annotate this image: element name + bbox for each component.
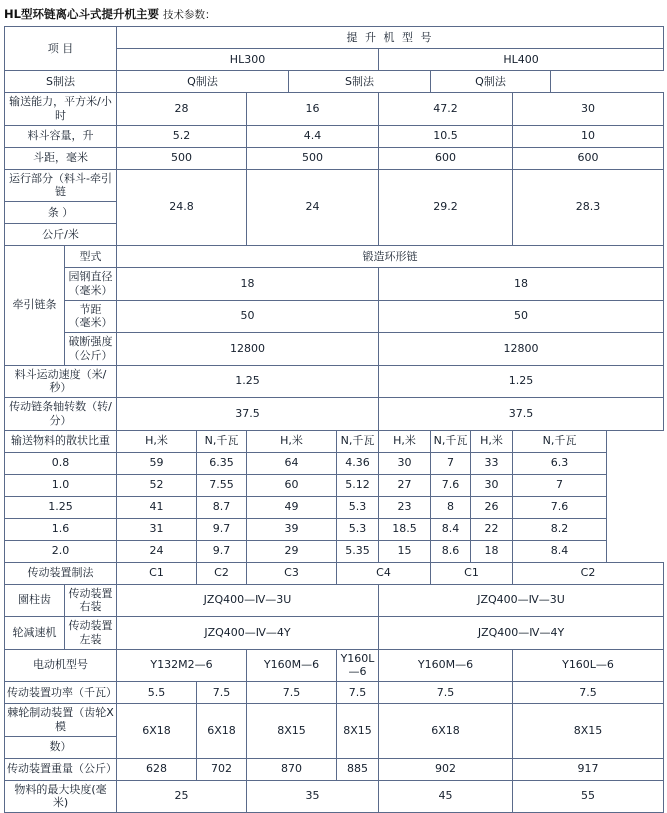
cell-drive-weight-4: 885 bbox=[337, 758, 379, 780]
table-row-density-1-0 bbox=[5, 474, 664, 496]
cell-running-part-q2: 28.3 bbox=[513, 169, 664, 246]
cell-drive-power-5: 7.5 bbox=[379, 682, 513, 704]
cell-chain-pitch-hl300: 50 bbox=[117, 300, 379, 333]
table-row-density-2-0 bbox=[5, 540, 664, 562]
row-label-drive-method: 传动装置制法 bbox=[5, 562, 117, 584]
cell-ratchet-1: 6X18 bbox=[117, 704, 197, 759]
section-label-chain: 牵引链条 bbox=[5, 246, 65, 366]
cell-d10-c6: 7.6 bbox=[431, 474, 471, 496]
cell-d08-c5: 30 bbox=[379, 452, 431, 474]
cell-d10-c3: 60 bbox=[247, 474, 337, 496]
cell-capacity-q1: 16 bbox=[247, 93, 379, 126]
cell-drive-power-6: 7.5 bbox=[513, 682, 664, 704]
row-label-capacity: 输送能力，平方米/小时 bbox=[5, 93, 117, 126]
table-row-chain-diameter bbox=[5, 268, 664, 301]
row-label-density-1-25: 1.25 bbox=[5, 496, 117, 518]
cell-d16-c4: 5.3 bbox=[337, 518, 379, 540]
cell-motor-model-1: Y132M2—6 bbox=[117, 649, 247, 682]
cell-bucket-speed-hl400: 1.25 bbox=[379, 365, 664, 398]
cell-d10-c4: 5.12 bbox=[337, 474, 379, 496]
row-label-drive-power: 传动装置功率（千瓦） bbox=[5, 682, 117, 704]
cell-bucket-pitch-q2: 600 bbox=[513, 147, 664, 169]
header-method-s2: S制法 bbox=[289, 71, 431, 93]
cell-d125-c4: 5.3 bbox=[337, 496, 379, 518]
cell-d20-c6: 8.6 bbox=[431, 540, 471, 562]
cell-drive-method-c6: C2 bbox=[513, 562, 664, 584]
row-label-running-part-line3: 公斤/米 bbox=[5, 224, 117, 246]
cell-d08-c4: 4.36 bbox=[337, 452, 379, 474]
cell-d20-c7: 18 bbox=[471, 540, 513, 562]
cell-capacity-q2: 30 bbox=[513, 93, 664, 126]
header-method-s1: S制法 bbox=[5, 71, 117, 93]
header-density-col-6: N,千瓦 bbox=[431, 430, 471, 452]
cell-d16-c3: 39 bbox=[247, 518, 337, 540]
row-label-drive-weight: 传动装置重量（公斤） bbox=[5, 758, 117, 780]
row-label-reducer-left: 传动装置左装 bbox=[65, 617, 117, 650]
row-label-chain-strength: 破断强度（公斤） bbox=[65, 333, 117, 366]
row-label-ratchet-line1: 棘轮制动装置（齿轮X模 bbox=[5, 704, 117, 737]
header-model-group: 提 升 机 型 号 bbox=[117, 27, 664, 49]
cell-capacity-s1: 28 bbox=[117, 93, 247, 126]
cell-d10-c1: 52 bbox=[117, 474, 197, 496]
cell-drive-method-c4: C4 bbox=[337, 562, 431, 584]
cell-d125-c7: 26 bbox=[471, 496, 513, 518]
cell-d125-c8: 7.6 bbox=[513, 496, 607, 518]
cell-drive-method-c5: C1 bbox=[431, 562, 513, 584]
cell-d16-c1: 31 bbox=[117, 518, 197, 540]
page-title-sub: 技术参数： bbox=[162, 9, 216, 21]
page-title bbox=[0, 0, 667, 26]
cell-d08-c8: 6.3 bbox=[513, 452, 607, 474]
table-row-drive-weight bbox=[5, 758, 664, 780]
table-row-bucket-volume bbox=[5, 125, 664, 147]
row-label-density-2-0: 2.0 bbox=[5, 540, 117, 562]
cell-bucket-speed-hl300: 1.25 bbox=[117, 365, 379, 398]
cell-d20-c2: 9.7 bbox=[197, 540, 247, 562]
row-label-bucket-pitch: 斗距，毫米 bbox=[5, 147, 117, 169]
cell-d08-c3: 64 bbox=[247, 452, 337, 474]
cell-running-part-s1: 24.8 bbox=[117, 169, 247, 246]
table-row-max-lump bbox=[5, 780, 664, 813]
header-density-col-8: N,千瓦 bbox=[513, 430, 607, 452]
cell-bucket-volume-s1: 5.2 bbox=[117, 125, 247, 147]
header-density-col-1: H,米 bbox=[117, 430, 197, 452]
header-model-hl300: HL300 bbox=[117, 49, 379, 71]
cell-drive-method-c2: C2 bbox=[197, 562, 247, 584]
table-row-chain-pitch bbox=[5, 300, 664, 333]
cell-chain-strength-hl400: 12800 bbox=[379, 333, 664, 366]
cell-shaft-speed-hl300: 37.5 bbox=[117, 398, 379, 431]
cell-ratchet-4: 8X15 bbox=[337, 704, 379, 759]
cell-d10-c8: 7 bbox=[513, 474, 607, 496]
cell-bucket-volume-q2: 10 bbox=[513, 125, 664, 147]
cell-drive-weight-3: 870 bbox=[247, 758, 337, 780]
cell-d08-c6: 7 bbox=[431, 452, 471, 474]
row-label-chain-type: 型式 bbox=[65, 246, 117, 268]
cell-ratchet-5: 6X18 bbox=[379, 704, 513, 759]
cell-reducer-right-hl300: JZQ400—Ⅳ—3U bbox=[117, 584, 379, 617]
table-row-header-model bbox=[5, 27, 664, 49]
cell-bucket-pitch-s2: 600 bbox=[379, 147, 513, 169]
table-row-drive-power bbox=[5, 682, 664, 704]
cell-d10-c7: 30 bbox=[471, 474, 513, 496]
table-row-bucket-speed bbox=[5, 365, 664, 398]
header-density-col-4: N,千瓦 bbox=[337, 430, 379, 452]
cell-drive-weight-6: 917 bbox=[513, 758, 664, 780]
cell-d08-c2: 6.35 bbox=[197, 452, 247, 474]
table-row-header-methods bbox=[5, 71, 664, 93]
header-model-hl400: HL400 bbox=[379, 49, 664, 71]
row-label-running-part-line1: 运行部分（料斗-牵引链 bbox=[5, 169, 117, 202]
table-row-density-0-8 bbox=[5, 452, 664, 474]
cell-bucket-pitch-q1: 500 bbox=[247, 147, 379, 169]
cell-bucket-pitch-s1: 500 bbox=[117, 147, 247, 169]
table-row-shaft-speed bbox=[5, 398, 664, 431]
cell-drive-method-c3: C3 bbox=[247, 562, 337, 584]
cell-d125-c1: 41 bbox=[117, 496, 197, 518]
cell-drive-method-c1: C1 bbox=[117, 562, 197, 584]
cell-d16-c2: 9.7 bbox=[197, 518, 247, 540]
cell-bucket-volume-q1: 4.4 bbox=[247, 125, 379, 147]
cell-chain-strength-hl300: 12800 bbox=[117, 333, 379, 366]
cell-d20-c8: 8.4 bbox=[513, 540, 607, 562]
cell-motor-model-2: Y160M—6 bbox=[247, 649, 337, 682]
table-row-reducer-right bbox=[5, 584, 664, 617]
section-label-reducer-line1: 園柱齿 bbox=[5, 584, 65, 617]
cell-reducer-left-hl400: JZQ400—Ⅳ—4Y bbox=[379, 617, 664, 650]
cell-max-lump-2: 35 bbox=[247, 780, 379, 813]
cell-max-lump-3: 45 bbox=[379, 780, 513, 813]
table-row-chain-strength bbox=[5, 333, 664, 366]
table-row-ratchet-1 bbox=[5, 704, 664, 737]
cell-drive-power-4: 7.5 bbox=[337, 682, 379, 704]
cell-running-part-s2: 29.2 bbox=[379, 169, 513, 246]
table-row-density-header bbox=[5, 430, 664, 452]
cell-bucket-volume-s2: 10.5 bbox=[379, 125, 513, 147]
table-row-reducer-left bbox=[5, 617, 664, 650]
table-row-running-part-1 bbox=[5, 169, 664, 202]
header-method-q2: Q制法 bbox=[431, 71, 551, 93]
cell-d125-c3: 49 bbox=[247, 496, 337, 518]
cell-drive-power-3: 7.5 bbox=[247, 682, 337, 704]
row-label-density-header: 输送物料的散状比重 bbox=[5, 430, 117, 452]
cell-drive-power-2: 7.5 bbox=[197, 682, 247, 704]
cell-reducer-left-hl300: JZQ400—Ⅳ—4Y bbox=[117, 617, 379, 650]
cell-drive-weight-1: 628 bbox=[117, 758, 197, 780]
cell-chain-diameter-hl400: 18 bbox=[379, 268, 664, 301]
cell-shaft-speed-hl400: 37.5 bbox=[379, 398, 664, 431]
cell-drive-power-1: 5.5 bbox=[117, 682, 197, 704]
cell-d20-c1: 24 bbox=[117, 540, 197, 562]
cell-d10-c2: 7.55 bbox=[197, 474, 247, 496]
row-label-density-1-6: 1.6 bbox=[5, 518, 117, 540]
row-label-density-1-0: 1.0 bbox=[5, 474, 117, 496]
row-label-chain-diameter: 园钢直径（毫米） bbox=[65, 268, 117, 301]
row-label-bucket-speed: 料斗运动速度（米/秒） bbox=[5, 365, 117, 398]
table-row-drive-method bbox=[5, 562, 664, 584]
cell-motor-model-3: Y160L—6 bbox=[337, 649, 379, 682]
page-title-main: HL型环链离心斗式提升机主要 bbox=[4, 7, 159, 21]
cell-d20-c4: 5.35 bbox=[337, 540, 379, 562]
cell-ratchet-6: 8X15 bbox=[513, 704, 664, 759]
cell-chain-diameter-hl300: 18 bbox=[117, 268, 379, 301]
cell-d125-c5: 23 bbox=[379, 496, 431, 518]
table-row-motor-model bbox=[5, 649, 664, 682]
spec-table bbox=[4, 26, 664, 813]
header-density-col-3: H,米 bbox=[247, 430, 337, 452]
row-label-ratchet-line2: 数） bbox=[5, 736, 117, 758]
table-row-density-1-6 bbox=[5, 518, 664, 540]
cell-d20-c3: 29 bbox=[247, 540, 337, 562]
cell-capacity-s2: 47.2 bbox=[379, 93, 513, 126]
cell-d16-c5: 18.5 bbox=[379, 518, 431, 540]
cell-d125-c2: 8.7 bbox=[197, 496, 247, 518]
cell-ratchet-2: 6X18 bbox=[197, 704, 247, 759]
cell-running-part-q1: 24 bbox=[247, 169, 379, 246]
cell-chain-type-all: 锻造环形链 bbox=[117, 246, 664, 268]
row-label-density-0-8: 0.8 bbox=[5, 452, 117, 474]
cell-ratchet-3: 8X15 bbox=[247, 704, 337, 759]
row-label-motor-model: 电动机型号 bbox=[5, 649, 117, 682]
cell-max-lump-1: 25 bbox=[117, 780, 247, 813]
header-density-col-5: H,米 bbox=[379, 430, 431, 452]
cell-drive-weight-5: 902 bbox=[379, 758, 513, 780]
row-label-chain-pitch: 节距 （毫米） bbox=[65, 300, 117, 333]
section-label-reducer-line2: 轮减速机 bbox=[5, 617, 65, 650]
cell-drive-weight-2: 702 bbox=[197, 758, 247, 780]
table-row-chain-type bbox=[5, 246, 664, 268]
header-density-col-7: H,米 bbox=[471, 430, 513, 452]
cell-d10-c5: 27 bbox=[379, 474, 431, 496]
cell-d16-c8: 8.2 bbox=[513, 518, 607, 540]
cell-chain-pitch-hl400: 50 bbox=[379, 300, 664, 333]
cell-d08-c7: 33 bbox=[471, 452, 513, 474]
header-method-q1: Q制法 bbox=[117, 71, 289, 93]
row-label-max-lump: 物料的最大块度(毫米) bbox=[5, 780, 117, 813]
cell-reducer-right-hl400: JZQ400—Ⅳ—3U bbox=[379, 584, 664, 617]
cell-d16-c7: 22 bbox=[471, 518, 513, 540]
cell-d20-c5: 15 bbox=[379, 540, 431, 562]
row-label-bucket-volume: 料斗容量，升 bbox=[5, 125, 117, 147]
table-row-density-1-25 bbox=[5, 496, 664, 518]
row-label-shaft-speed: 传动链条轴转数（转/分） bbox=[5, 398, 117, 431]
header-density-col-2: N,千瓦 bbox=[197, 430, 247, 452]
row-label-running-part-line2: 条 ） bbox=[5, 202, 117, 224]
row-label-reducer-right: 传动装置右装 bbox=[65, 584, 117, 617]
cell-d125-c6: 8 bbox=[431, 496, 471, 518]
cell-motor-model-5: Y160L—6 bbox=[513, 649, 664, 682]
cell-motor-model-4: Y160M—6 bbox=[379, 649, 513, 682]
cell-d08-c1: 59 bbox=[117, 452, 197, 474]
table-row-bucket-pitch bbox=[5, 147, 664, 169]
table-row-capacity bbox=[5, 93, 664, 126]
cell-d16-c6: 8.4 bbox=[431, 518, 471, 540]
header-item-label: 项 目 bbox=[5, 27, 117, 71]
cell-max-lump-4: 55 bbox=[513, 780, 664, 813]
